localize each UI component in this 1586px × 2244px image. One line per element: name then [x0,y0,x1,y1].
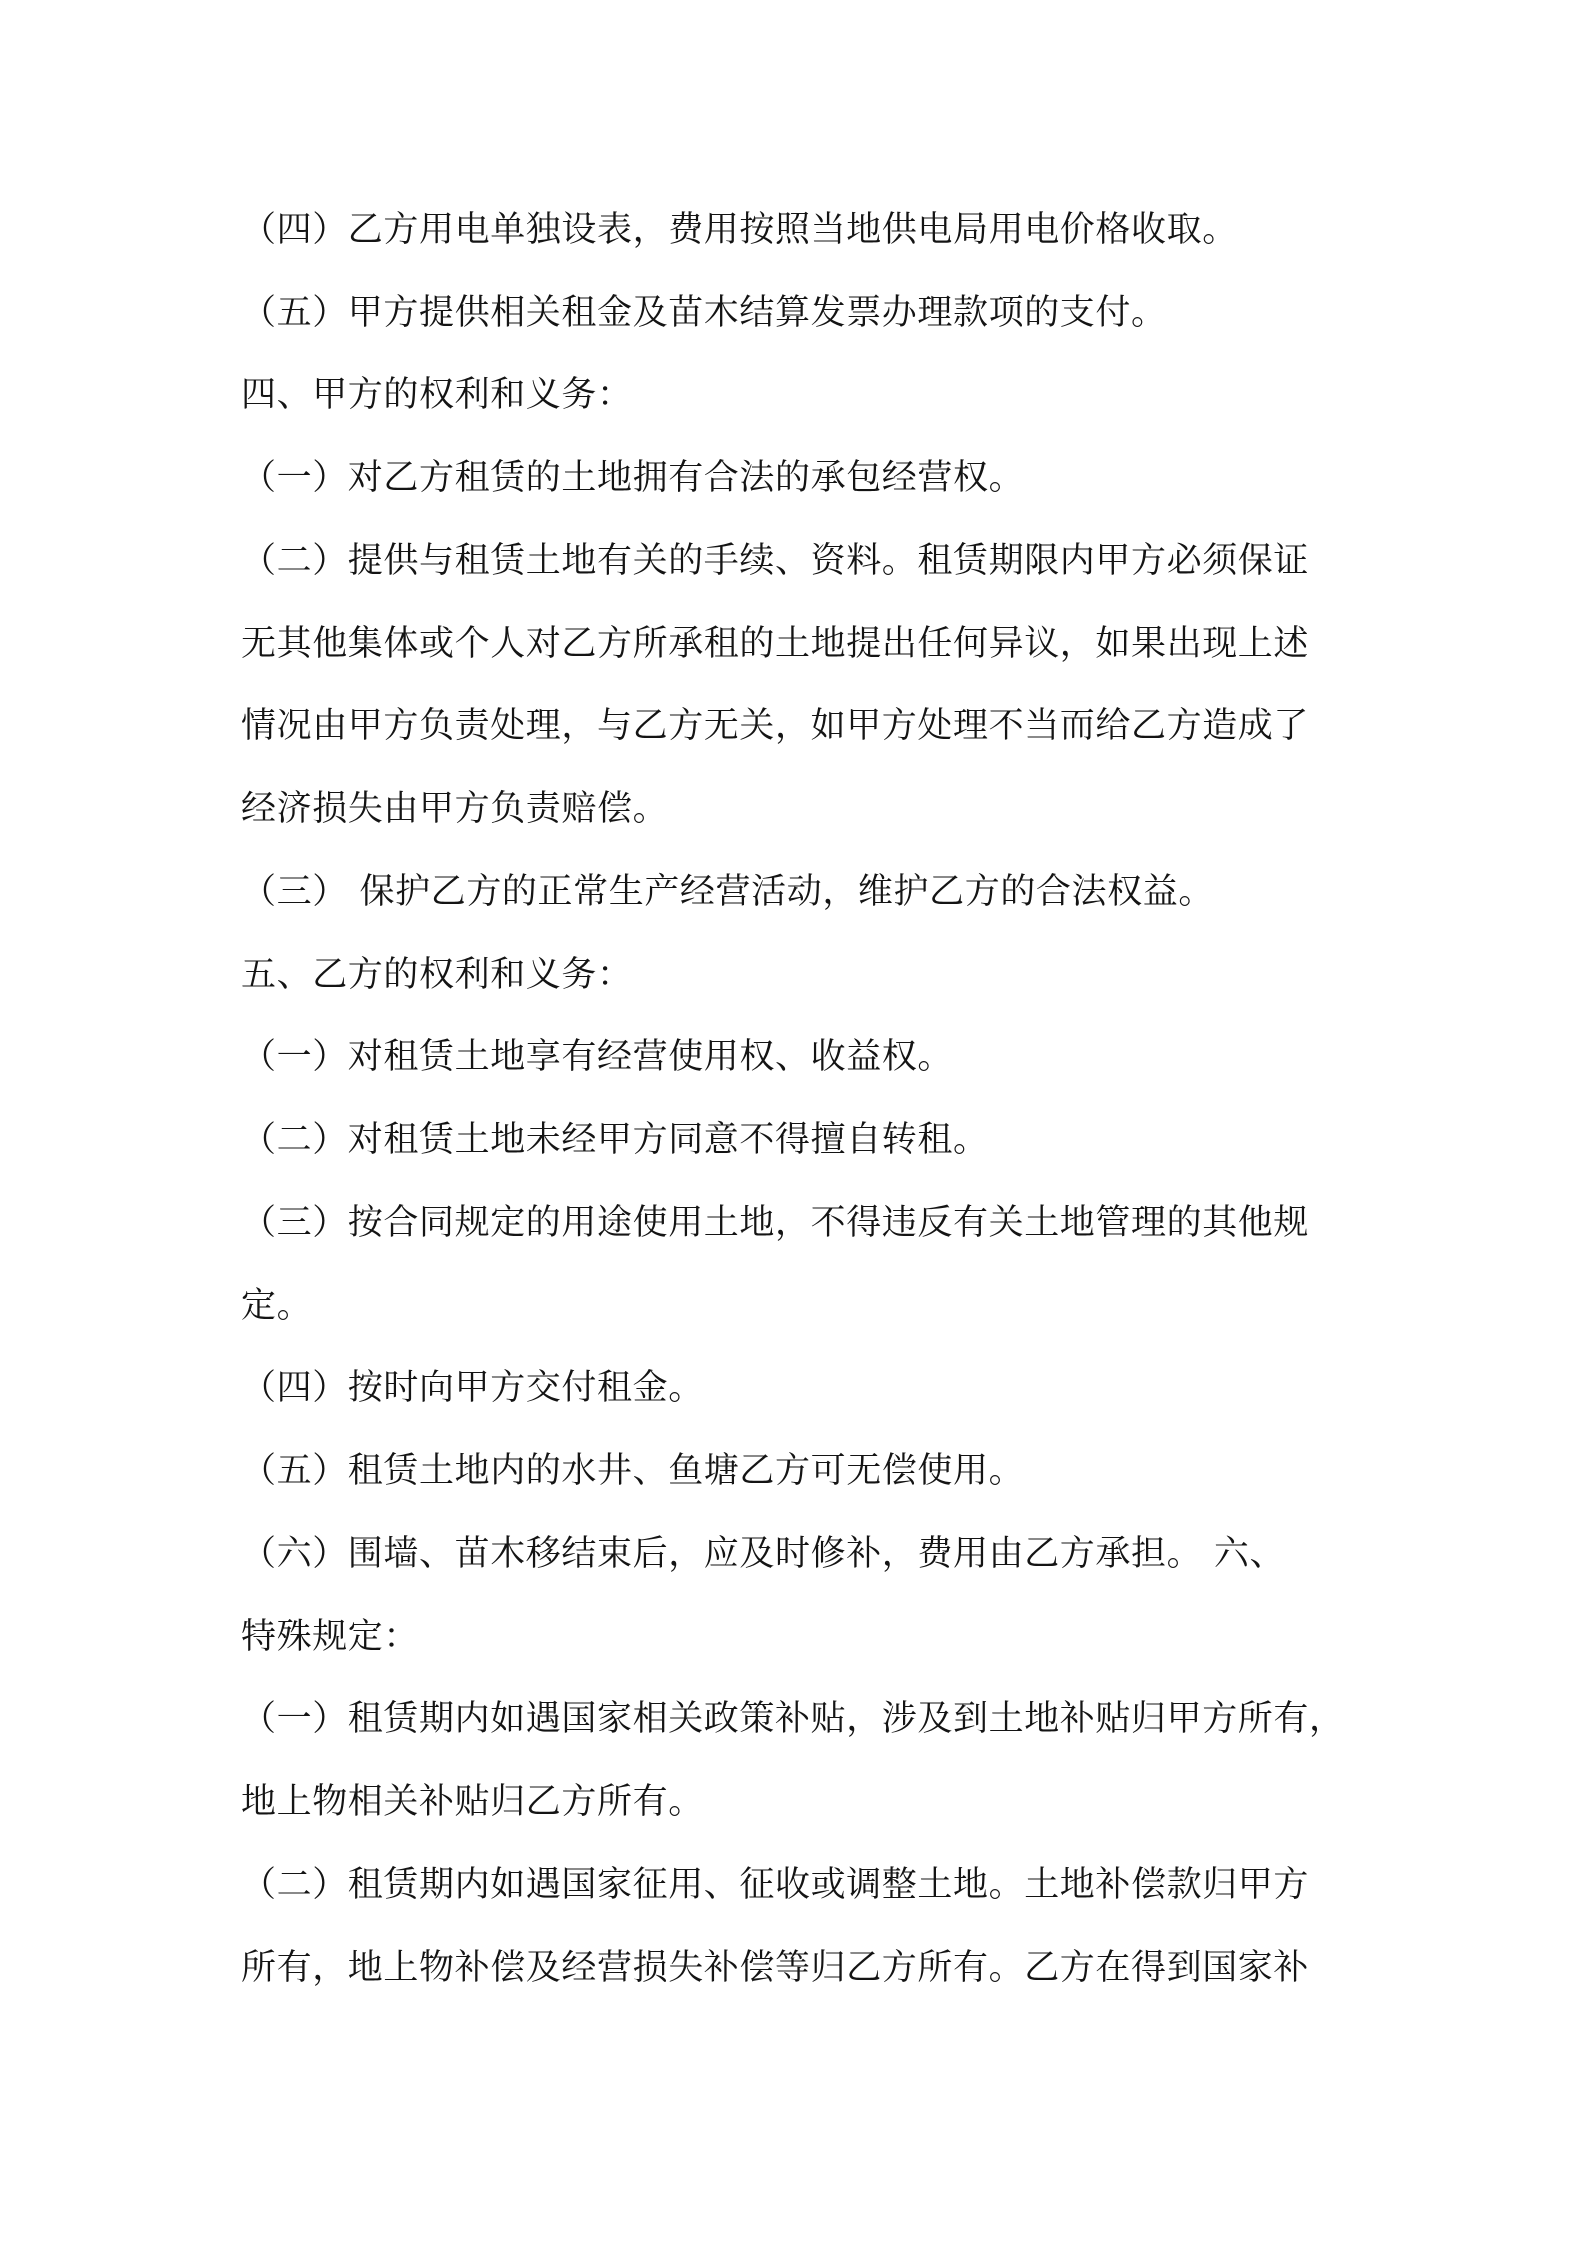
special-clause-1-line-2: 地上物相关补贴归乙方所有。 [241,1782,704,1822]
party-b-clause-3-line-2: 定。 [241,1286,313,1326]
party-b-clause-6: （六）围墙、苗木移结束后，应及时修补，费用由乙方承担。 六、 [241,1534,1286,1574]
party-a-clause-1: （一）对乙方租赁的土地拥有合法的承包经营权。 [241,458,1025,498]
party-b-clause-5: （五）租赁土地内的水井、鱼塘乙方可无偿使用。 [241,1451,1025,1491]
special-clause-2-line-1: （二）租赁期内如遇国家征用、征收或调整土地。土地补偿款归甲方 [241,1865,1310,1905]
section-heading-6: 特殊规定： [241,1617,420,1657]
party-a-clause-2-line-4: 经济损失由甲方负责赔偿。 [241,789,669,829]
special-clause-2-line-2: 所有，地上物补偿及经营损失补偿等归乙方所有。乙方在得到国家补 [241,1948,1310,1988]
special-clause-1-line-1: （一）租赁期内如遇国家相关政策补贴，涉及到土地补贴归甲方所有， [241,1699,1345,1739]
party-b-clause-1: （一）对租赁土地享有经营使用权、收益权。 [241,1037,954,1077]
section-heading-5: 五、乙方的权利和义务： [241,955,633,995]
party-a-clause-2-line-2: 无其他集体或个人对乙方所承租的土地提出任何异议，如果出现上述 [241,624,1310,664]
party-b-clause-3-line-1: （三）按合同规定的用途使用土地，不得违反有关土地管理的其他规 [241,1203,1310,1243]
party-a-clause-2-line-1: （二）提供与租赁土地有关的手续、资料。租赁期限内甲方必须保证 [241,541,1310,581]
section-heading-4: 四、甲方的权利和义务： [241,375,633,415]
party-a-clause-3: （三） 保护乙方的正常生产经营活动，维护乙方的合法权益。 [241,872,1214,912]
party-b-clause-2: （二）对租赁土地未经甲方同意不得擅自转租。 [241,1120,989,1160]
party-a-clause-2-line-3: 情况由甲方负责处理，与乙方无关，如甲方处理不当而给乙方造成了 [241,706,1310,746]
party-b-clause-4: （四）按时向甲方交付租金。 [241,1368,704,1408]
clause-4-5: （五）甲方提供相关租金及苗木结算发票办理款项的支付。 [241,293,1167,333]
clause-4-4: （四）乙方用电单独设表，费用按照当地供电局用电价格收取。 [241,210,1238,250]
